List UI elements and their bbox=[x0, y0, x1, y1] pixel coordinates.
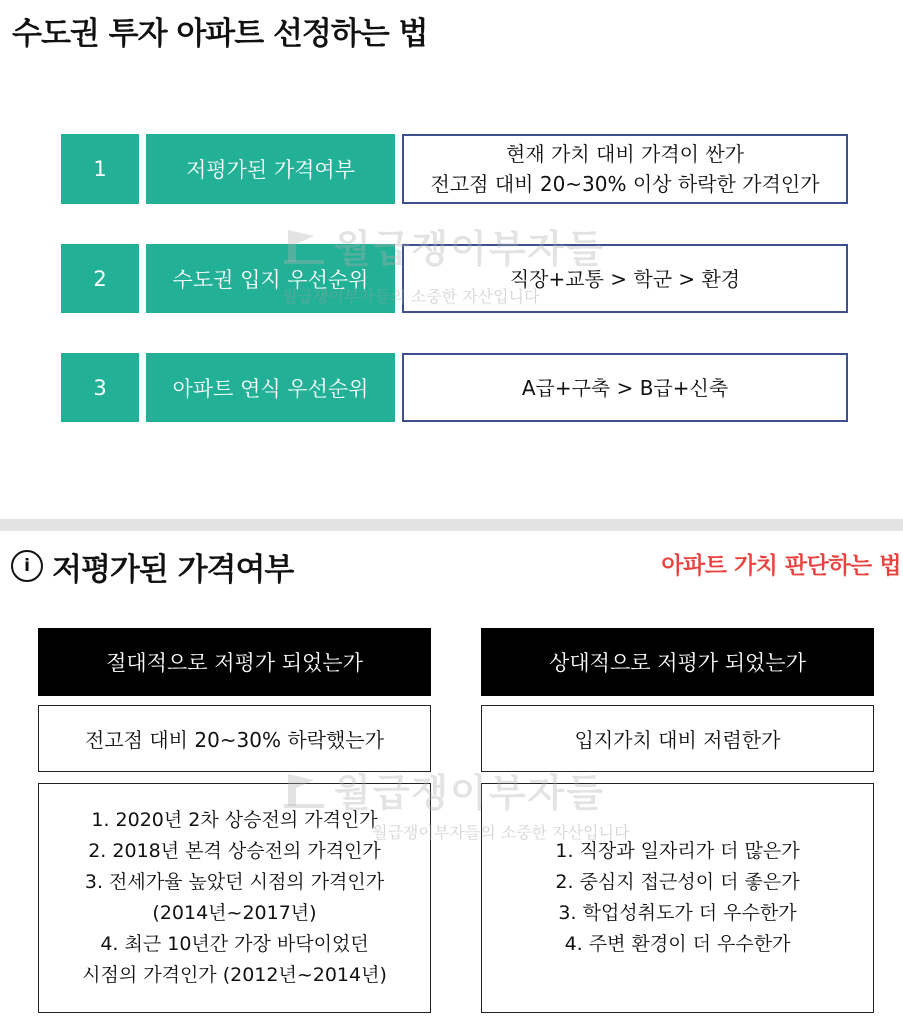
criteria-label-3: 아파트 연식 우선순위 bbox=[146, 353, 395, 422]
criteria-number-2: 2 bbox=[61, 244, 139, 313]
criteria-detail-3 bbox=[402, 353, 848, 422]
criteria-detail-3-line-1: A급+구축 > B급+신축 bbox=[521, 375, 729, 400]
list-item: (2014년~2017년) bbox=[152, 902, 317, 924]
list-item: 4. 주변 환경이 더 우수한가 bbox=[564, 933, 791, 955]
column-list-absolute bbox=[38, 783, 431, 1013]
section-marker: ⅰ bbox=[11, 550, 43, 582]
watermark-main-text: 월급쟁이부자들 bbox=[334, 227, 605, 271]
column-header-relative: 상대적으로 저평가 되었는가 bbox=[481, 628, 874, 696]
list-item: 4. 최근 10년간 가장 바닥이었던 bbox=[100, 933, 369, 955]
absolute-criteria-list bbox=[82, 805, 387, 991]
criteria-label-2: 수도권 입지 우선순위 bbox=[146, 244, 395, 313]
section-title: 저평가된 가격여부 bbox=[52, 552, 294, 588]
criteria-detail-2-line-1: 직장+교통 > 학군 > 환경 bbox=[509, 266, 741, 291]
list-item: 3. 전세가율 높았던 시점의 가격인가 bbox=[84, 871, 385, 893]
list-item: 1. 2020년 2차 상승전의 가격인가 bbox=[91, 809, 378, 831]
relative-criteria-list bbox=[555, 836, 799, 960]
list-item: 1. 직장과 일자리가 더 많은가 bbox=[555, 840, 800, 862]
criteria-detail-1-line-2: 전고점 대비 20~30% 이상 하락한 가격인가 bbox=[430, 172, 820, 196]
criteria-label-1: 저평가된 가격여부 bbox=[146, 134, 395, 204]
list-item: 시점의 가격인가 (2012년~2014년) bbox=[82, 964, 387, 986]
criteria-detail-1-line-1: 현재 가치 대비 가격이 싼가 bbox=[506, 142, 744, 166]
list-item: 2. 2018년 본격 상승전의 가격인가 bbox=[88, 840, 381, 862]
watermark-sub-text: 월급쟁이부자들의 소중한 자산입니다 bbox=[372, 823, 630, 842]
section-note: 아파트 가치 판단하는 법 bbox=[661, 553, 901, 579]
list-item: 2. 중심지 접근성이 더 좋은가 bbox=[555, 871, 800, 893]
criteria-detail-2 bbox=[402, 244, 848, 313]
column-summary-relative: 입지가치 대비 저렴한가 bbox=[481, 705, 874, 772]
criteria-number-3: 3 bbox=[61, 353, 139, 422]
criteria-number-1: 1 bbox=[61, 134, 139, 204]
page-title: 수도권 투자 아파트 선정하는 법 bbox=[12, 16, 428, 52]
column-header-absolute: 절대적으로 저평가 되었는가 bbox=[38, 628, 431, 696]
column-list-relative bbox=[481, 783, 874, 1013]
watermark-sub-text: 월급쟁이부자들의 소중한 자산입니다 bbox=[282, 287, 540, 306]
list-item: 3. 학업성취도가 더 우수한가 bbox=[558, 902, 797, 924]
section-divider bbox=[0, 519, 903, 531]
column-summary-absolute: 전고점 대비 20~30% 하락했는가 bbox=[38, 705, 431, 772]
criteria-detail-1 bbox=[402, 134, 848, 204]
watermark-main-text: 월급쟁이부자들 bbox=[334, 771, 605, 815]
